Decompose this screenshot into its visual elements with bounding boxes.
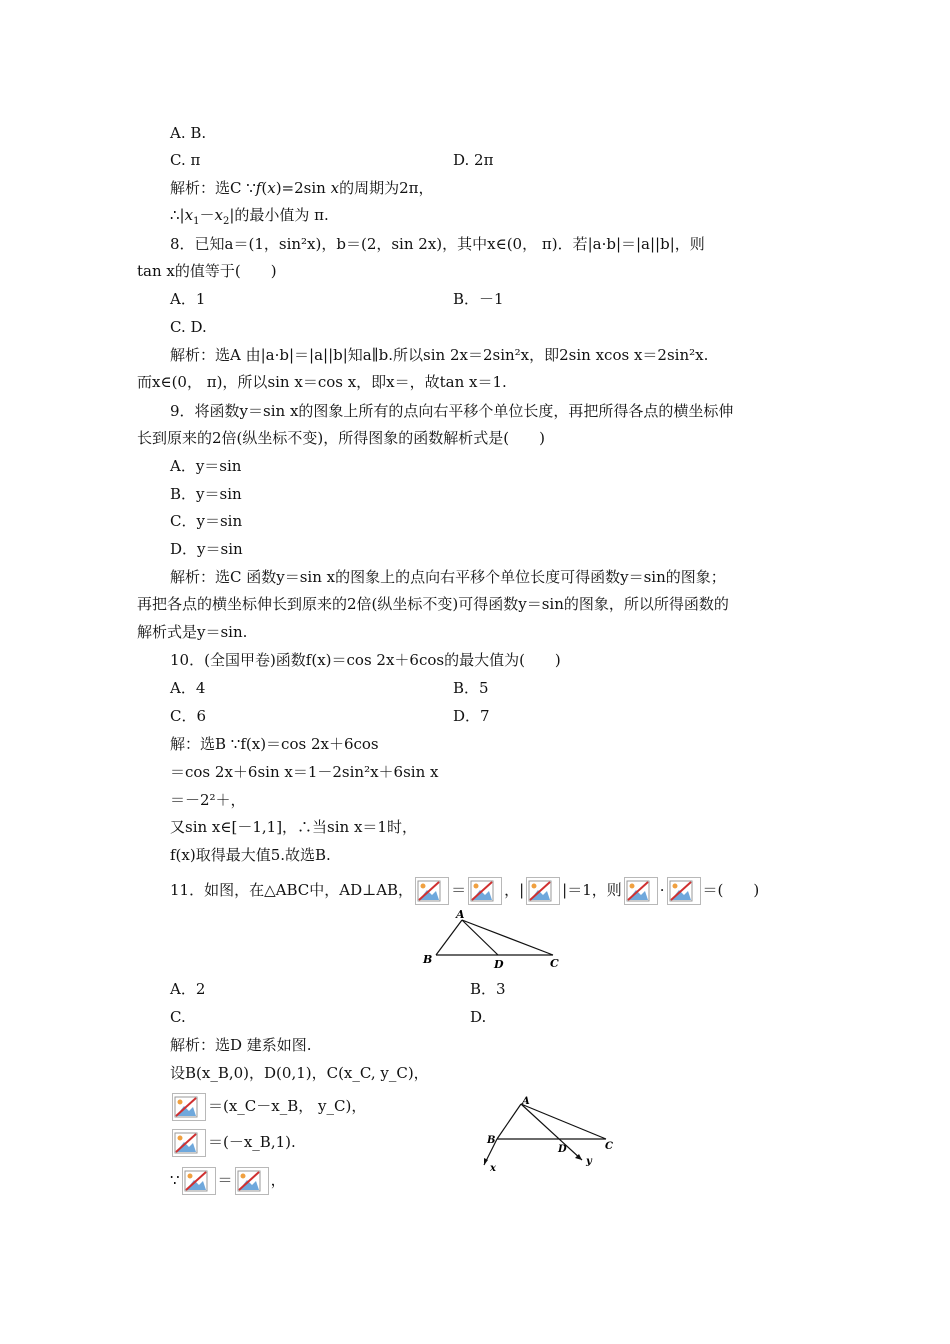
q11-option-a: A．2	[170, 980, 206, 998]
q7-option-c: C. π	[170, 151, 201, 169]
vector-image-placeholder-icon	[526, 877, 560, 905]
q9-option-b: B．y＝sin	[170, 485, 242, 503]
label-a: A	[456, 908, 465, 921]
q9-answer-line3: 解析式是y＝sin.	[137, 623, 248, 641]
q7-option-ab: A. B.	[170, 124, 207, 142]
q11-option-d: D.	[470, 1008, 487, 1026]
q10-question: 10．(全国甲卷)函数f(x)＝cos 2x＋6cos的最大值为( )	[170, 651, 561, 669]
q11-triangle-figure	[418, 908, 566, 972]
q8-question-line2: tan x的值等于( )	[137, 262, 277, 280]
q9-option-c: C．y＝sin	[170, 512, 243, 530]
q11-option-c: C.	[170, 1008, 186, 1026]
vector-image-placeholder-icon	[415, 877, 449, 905]
q11-answer-line3: ＝(x_C－x_B， y_C)，	[170, 1092, 366, 1121]
q10-option-d: D．7	[453, 707, 490, 725]
q8-answer-line2: 而x∈(0， π)，所以sin x＝cos x，即x＝，故tan x＝1.	[137, 373, 507, 391]
vector-image-placeholder-icon	[624, 877, 658, 905]
label-b: B	[423, 953, 433, 966]
q9-option-a: A．y＝sin	[170, 457, 242, 475]
q7-answer-line1: 解析：选C ∵f(x)=2sin x的周期为2π，	[170, 179, 434, 197]
vector-image-placeholder-icon	[667, 877, 701, 905]
vector-image-placeholder-icon	[182, 1167, 216, 1195]
label-x: x	[490, 1163, 496, 1172]
label-b: B	[487, 1135, 496, 1146]
q9-option-d: D．y＝sin	[170, 540, 243, 558]
q10-answer-line5: f(x)取得最大值5.故选B.	[170, 846, 331, 864]
q8-answer-line1: 解析：选A 由|a·b|＝|a||b|知a∥b.所以sin 2x＝2sin²x，即2sin xcos x＝2sin²x.	[170, 346, 709, 364]
q8-question-line1: 8．已知a＝(1，sin²x)，b＝(2，sin 2x)，其中x∈(0， π)．若|a·b|＝|a||b|，则	[170, 235, 705, 253]
q11-option-b: B．3	[470, 980, 506, 998]
q10-option-c: C．6	[170, 707, 207, 725]
q9-answer-line1: 解析：选C 函数y＝sin x的图象上的点向右平移个单位长度可得函数y＝sin的图象；	[170, 568, 726, 586]
label-d: D	[494, 958, 504, 971]
q11-answer-line4: ＝(－x_B,1).	[170, 1128, 296, 1157]
label-y: y	[586, 1156, 592, 1167]
q9-question-line1: 9．将函数y＝sin x的图象上所有的点向右平移个单位长度，再把所得各点的横坐标伸	[170, 402, 734, 420]
vector-image-placeholder-icon	[172, 1129, 206, 1157]
vector-image-placeholder-icon	[468, 877, 502, 905]
q10-answer-line3: ＝－2²＋，	[170, 791, 246, 809]
q11-answer-line2: 设B(x_B,0)，D(0,1)，C(x_C, y_C)，	[170, 1064, 429, 1082]
q11-coordinate-figure	[478, 1092, 618, 1172]
q10-answer-line4: 又sin x∈[－1,1]，∴当sin x＝1时，	[170, 818, 417, 836]
q9-question-line2: 长到原来的2倍(纵坐标不变)，所得图象的函数解析式是( )	[137, 429, 545, 447]
q11-answer-line5: ∵ ＝ ，	[170, 1166, 286, 1195]
q7-option-d: D. 2π	[453, 151, 494, 169]
q11-question: 11．如图，在△ABC中，AD⊥AB， ＝ ，| |＝1，则 · ＝( )	[170, 876, 759, 905]
q7-answer-line2: $\therefore|x_1-x_2|$的最小值为 π.	[170, 206, 329, 227]
label-d: D	[558, 1144, 567, 1155]
label-a: A	[522, 1096, 530, 1107]
label-c: C	[605, 1141, 613, 1152]
vector-image-placeholder-icon	[172, 1093, 206, 1121]
q8-option-cd: C. D.	[170, 318, 207, 336]
q10-option-b: B．5	[453, 679, 489, 697]
q10-answer-line1: 解：选B ∵f(x)＝cos 2x＋6cos	[170, 735, 379, 753]
q8-option-b: B．－1	[453, 290, 504, 308]
label-c: C	[550, 957, 559, 970]
q9-answer-line2: 再把各点的横坐标伸长到原来的2倍(纵坐标不变)可得函数y＝sin的图象，所以所得函数的	[137, 595, 729, 613]
q10-option-a: A．4	[170, 679, 206, 697]
q10-answer-line2: ＝cos 2x＋6sin x＝1－2sin²x＋6sin x	[170, 763, 439, 781]
q8-option-a: A．1	[170, 290, 206, 308]
vector-image-placeholder-icon	[235, 1167, 269, 1195]
q11-answer-line1: 解析：选D 建系如图.	[170, 1036, 312, 1054]
